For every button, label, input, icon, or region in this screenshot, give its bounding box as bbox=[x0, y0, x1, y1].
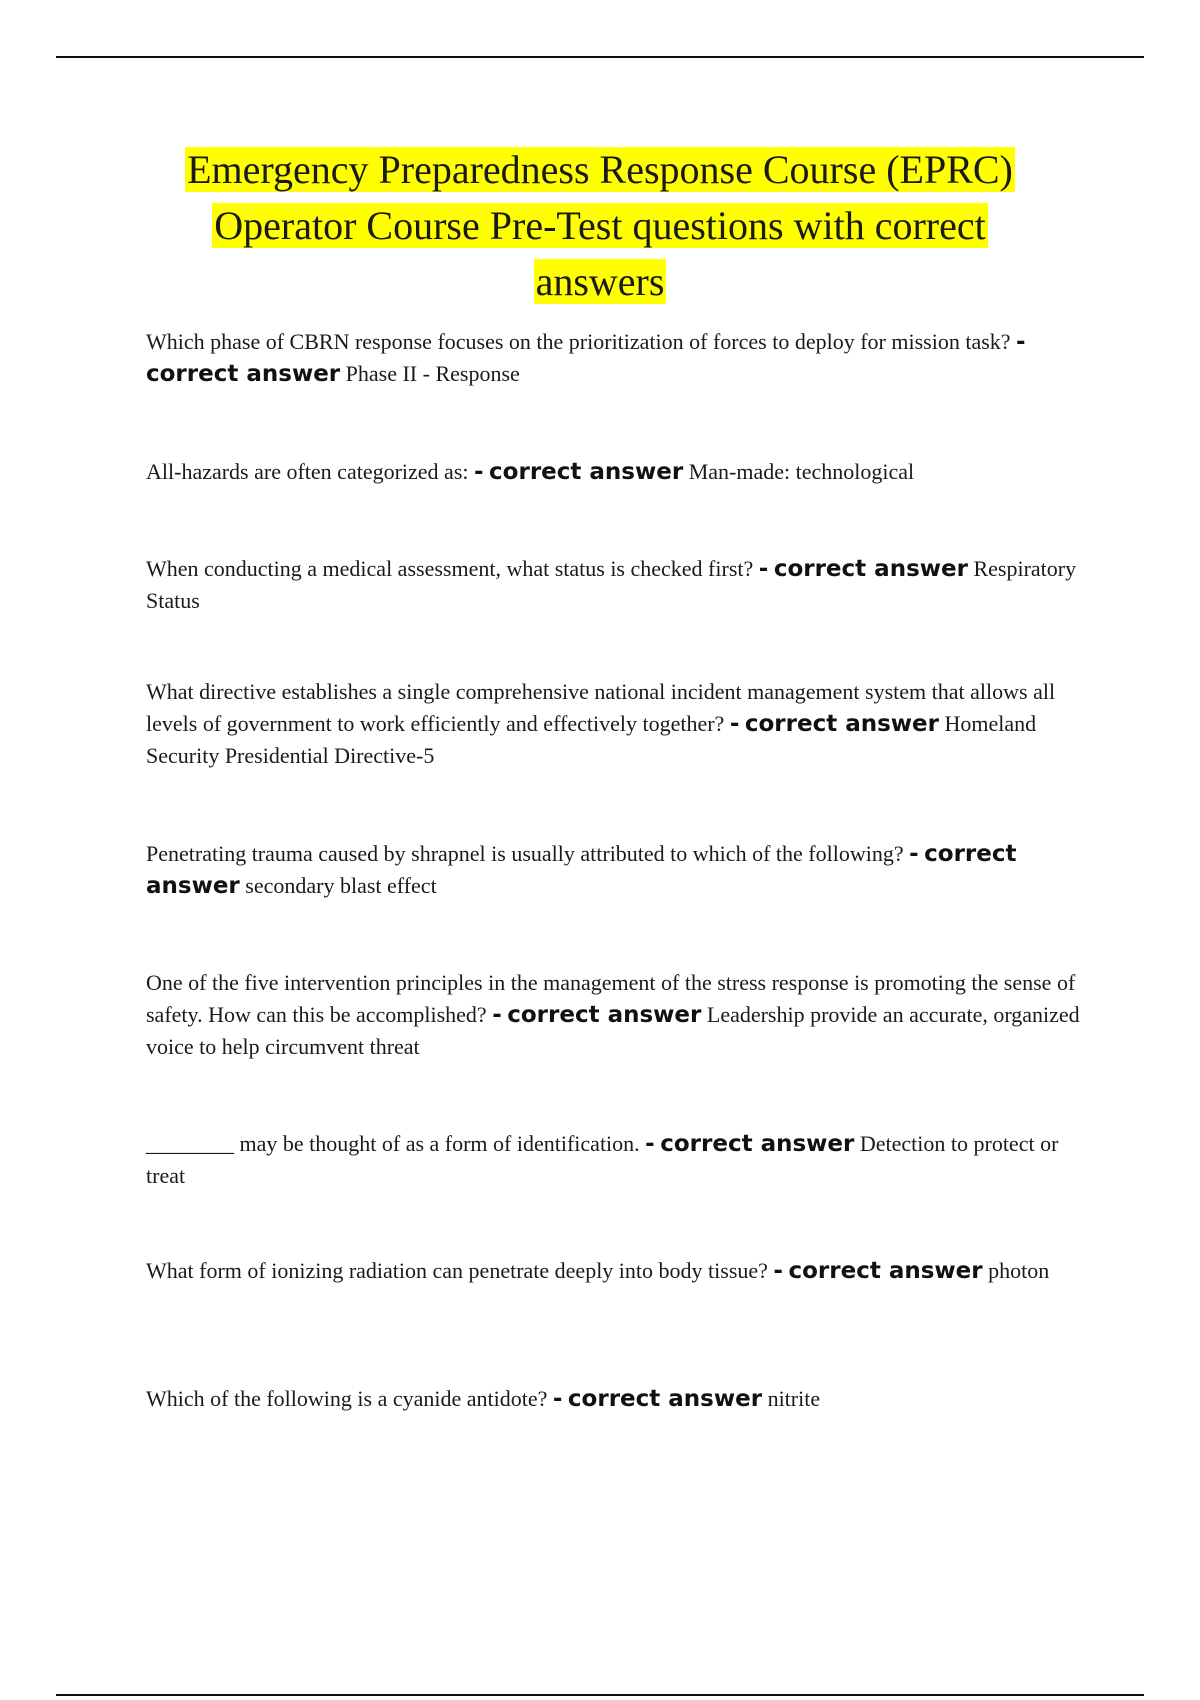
answer-text: nitrite bbox=[767, 1386, 821, 1411]
answer-separator: - bbox=[729, 711, 740, 737]
question-text: Which of the following is a cyanide antidote? bbox=[146, 1386, 548, 1411]
question-text: All-hazards are often categorized as: bbox=[146, 459, 469, 484]
answer-label: correct answer bbox=[744, 711, 939, 737]
answer-separator: - bbox=[645, 1131, 655, 1157]
answer-text: secondary blast effect bbox=[245, 873, 437, 898]
qa-item-3 bbox=[146, 553, 1086, 617]
answer-text: Respiratory Status bbox=[146, 556, 1077, 613]
qa-item-7 bbox=[146, 1128, 1086, 1192]
answer-separator: - bbox=[1016, 329, 1026, 355]
question-text: ________ may be thought of as a form of identification. bbox=[146, 1131, 640, 1156]
answer-label: correct answer bbox=[788, 1258, 983, 1284]
title-line-1: Emergency Preparedness Response Course (EPRC) bbox=[187, 147, 1013, 192]
answer-separator: - bbox=[909, 841, 919, 867]
answer-separator: - bbox=[552, 1386, 563, 1412]
top-rule bbox=[56, 56, 1144, 58]
answer-label: correct answer bbox=[489, 459, 684, 485]
question-text: What directive establishes a single comprehensive national incident management system that allows all levels of government to work efficiently and effectively together? bbox=[146, 679, 1056, 736]
answer-label: correct answer bbox=[146, 841, 1017, 899]
answer-label: correct answer bbox=[567, 1386, 763, 1412]
answer-label: correct answer bbox=[660, 1131, 855, 1157]
question-text: Which phase of CBRN response focuses on the prioritization of forces to deploy for mission task? bbox=[146, 329, 1011, 354]
answer-text: Detection to protect or treat bbox=[146, 1131, 1059, 1188]
document-title bbox=[120, 142, 1080, 310]
answer-separator: - bbox=[474, 459, 484, 485]
answer-text: Homeland Security Presidential Directive-5 bbox=[146, 711, 1037, 768]
qa-item-8 bbox=[146, 1255, 1086, 1287]
answer-text: Leadership provide an accurate, organized voice to help circumvent threat bbox=[146, 1002, 1080, 1059]
question-text: One of the five intervention principles in the management of the stress response is promoting the sense of safety. How can this be accomplished? bbox=[146, 970, 1076, 1027]
qa-item-2 bbox=[146, 456, 1086, 488]
answer-label: correct answer bbox=[773, 556, 968, 582]
qa-item-4 bbox=[146, 676, 1086, 772]
answer-label: correct answer bbox=[507, 1002, 702, 1028]
answer-separator: - bbox=[773, 1258, 783, 1284]
question-text: What form of ionizing radiation can penetrate deeply into body tissue? bbox=[146, 1258, 768, 1283]
qa-item-1 bbox=[146, 326, 1086, 390]
bottom-rule bbox=[56, 1694, 1144, 1696]
answer-text: photon bbox=[988, 1258, 1050, 1283]
qa-item-9 bbox=[146, 1383, 1086, 1415]
question-text: When conducting a medical assessment, what status is checked first? bbox=[146, 556, 754, 581]
answer-text: Man-made: technological bbox=[688, 459, 915, 484]
answer-separator: - bbox=[492, 1002, 502, 1028]
question-text: Penetrating trauma caused by shrapnel is usually attributed to which of the following? bbox=[146, 841, 904, 866]
title-line-3: answers bbox=[535, 259, 665, 304]
answer-label: correct answer bbox=[146, 361, 341, 387]
answer-text: Phase II - Response bbox=[345, 361, 520, 386]
qa-item-5 bbox=[146, 838, 1086, 902]
qa-item-6 bbox=[146, 967, 1086, 1063]
answer-separator: - bbox=[758, 556, 769, 582]
title-line-2: Operator Course Pre-Test questions with correct bbox=[214, 203, 986, 248]
